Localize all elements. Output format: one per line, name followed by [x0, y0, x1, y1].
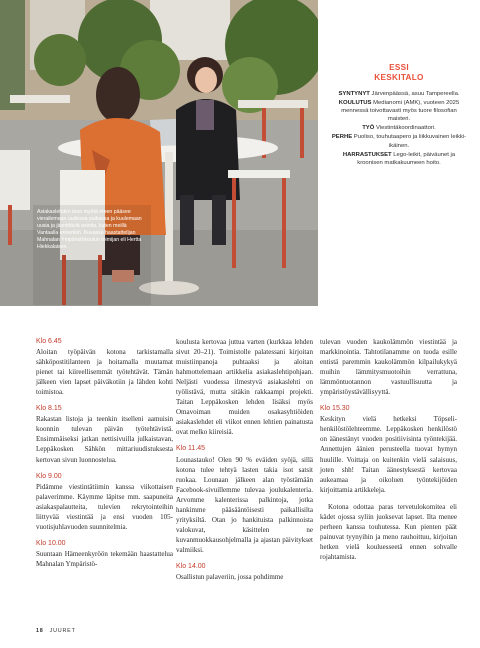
fact-born: SYNTYNYT Järvenpäässä, asuu Tampereella.	[338, 91, 460, 97]
paragraph: Osallistun palaveriin, jossa pohdimme	[176, 573, 284, 582]
page-number: 18	[36, 628, 44, 634]
paragraph: Kotona odottaa paras tervetulokomitea eli kädet ojossa syliin juoksevat lapset. Ilta menee perheen kanssa touhutessa. Kun pienten päät painuvat tyynyihin ja meno rauhoittuu, kirjoitan hetken vielä kouluesseetä ennen sohvalle rojahtamista.	[320, 502, 457, 561]
article-column-1	[36, 337, 173, 576]
page-footer	[36, 628, 76, 634]
fact-work: TYÖ Viestintäkoordinaattori.	[362, 125, 436, 132]
time-heading: Klo 9.00	[36, 472, 62, 480]
time-heading: Klo 6.45	[36, 338, 62, 345]
photo-caption: Asiakaslehden teon myötä eteen pääsee vierailemaan uudessa paikassa ja kuulemaan uusia ja jännittäviä asioita, kuten meillä Vantaalla ennenkin. Kuvassa haastattelijan Mahnalan Ympäristökoulun toimijan eli Hertta Hiekkalaisen.	[37, 209, 142, 250]
fact-family: PERHE Puoliso, touhutaapero ja liikkuvainen leikki-ikäinen.	[331, 134, 467, 149]
time-heading: Klo 14.00	[176, 562, 206, 570]
profile-box	[318, 0, 480, 306]
time-heading: Klo 11.45	[176, 445, 206, 453]
paragraph: Suuntaan Hämeenkyröön tekemään haastattelua Mahnalan Ympäristö-	[36, 549, 173, 568]
paragraph: Aloitan työpäivän kotona tarkistamalla sähköpostitilanteen ja hoitamalla muutamat pienet tai kiireellisemmät työtehtävät. Tämän jälkeen vien lapset päiväkotiin ja lähden kohti toimistoa.	[36, 348, 173, 397]
paragraph: tulevan vuoden kaukolämmön viestintää ja markkinointia. Tahtotilanamme on tuoda esille entistä paremmin kaukolämmön kilpailukykyä muihin lämmitysmuotoihin verrattuna, lämmöntuotannon vastuullisuutta ja ympäristöystävällisyyttä.	[320, 338, 457, 397]
paragraph: Keskityn vielä hetkeksi Töpseli-henkilöstölehteemme. Leppäkosken henkilöstö on äänestänyt vuoden positiivisinta työntekijää. Annettujen äänien perusteella tuovat hymyn huulille. Voittaja on kuitenkin vielä salaisuus, joten shh! Taitan äänestyksestä kertovaa aukeamaa ja oikoluen työntekijöiden kirjoittamia artikkeleja.	[320, 415, 457, 494]
fact-education: KOULUTUS Medianomi (AMK), vuoteen 2025 mennessä toivottavasti myös tuore filosofian maisteri.	[338, 100, 460, 123]
profile-first-name: ESSI	[389, 63, 409, 72]
article-column-3	[320, 337, 457, 569]
paragraph: Rakastan listoja ja teenkin itselleni aamuisin koonnin tulevan päivän työtehtävistä. Ensimmäiseksi jatkan nettisivuilla julkaistavan, Leppäkosken Sähkön mittariuudistuksesta kertovan sivun luonnostelua.	[36, 415, 173, 464]
article-column-2	[176, 337, 313, 589]
office-scene-illustration	[0, 0, 318, 306]
time-heading: Klo 15.30	[320, 405, 350, 413]
time-heading: Klo 8.15	[36, 405, 62, 413]
fact-hobbies: HARRASTUKSET Lego-leikit, päiväunet ja kroonisen matkakuumeen hoito.	[342, 151, 456, 166]
paragraph: koulusta kertovaa juttua varten (kurkkaa lehden sivut 20–21). Toimistolle palatessani kirjoitan muistiinpanoja puhtaaksi ja aloitan hahmottelemaan artikkelia asiakaslehtipohjaan. Neljästi vuodessa ilmestyvä asiakaslehti on työlistävä, mutta sitäkin rakkaampi projekti. Taitan Leppäkosken lehden lisäksi myös Omavoiman muiden osakasyhtiöiden asiakaslehdet eli viikot ennen lehtien painatusta ovat melko kiireisiä.	[176, 338, 313, 437]
profile-name	[334, 63, 464, 83]
time-heading: Klo 10.00	[36, 539, 66, 547]
magazine-name: JUURET	[49, 628, 76, 634]
profile-facts	[330, 90, 468, 168]
paragraph: Lounastauko! Olen 90 % eväiden syöjä, sillä kotona tulee tehtyä lasten takia isot satsit ruokaa. Lounaan jälkeen alan työstämään Facebook-sivuillemme tulevaa joulukalenteria. Arvomme kalenterissa palkintoja, jotka hankimme pääsääntöisesti paikallisilta yrityksiltä. Otan jo hankituista palkinnoista valokuvat, käsittelen ne kuvanmuokkausohjelmalla ja ajastan päivitykset valmiiksi.	[176, 455, 313, 554]
paragraph: Pidämme viestintätiimin kanssa viikottaisen palaverimme. Käymme läpitse mm. saapuneita asiakaspalautteita, tulevien rekrytointeihin liittyvää viestintää ja ensi vuoden 105-vuotisjuhlavuoden suunnitelmia.	[36, 482, 173, 531]
article-photo	[0, 0, 318, 306]
profile-last-name: KESKITALO	[374, 73, 424, 82]
